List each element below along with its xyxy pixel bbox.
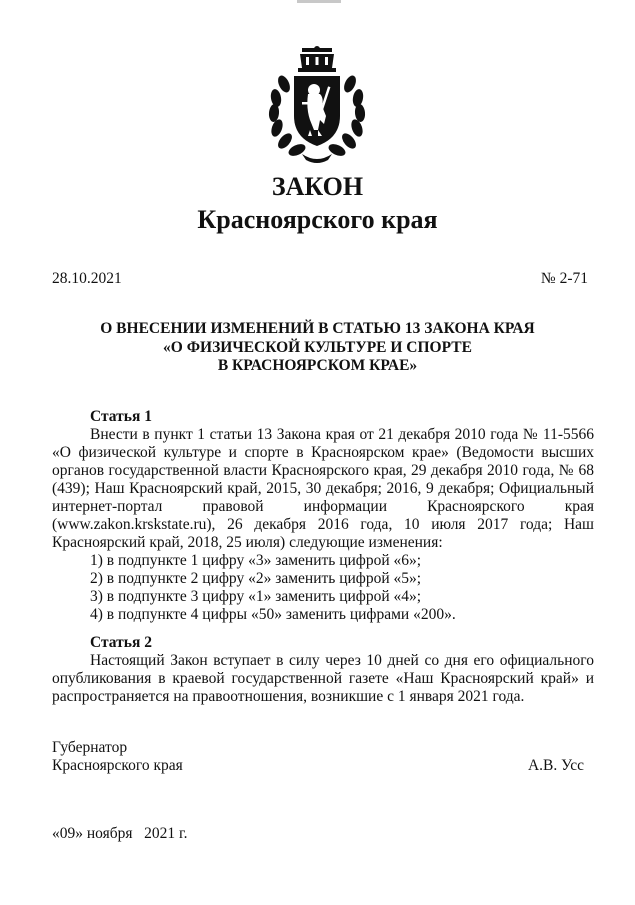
scan-edge-mark bbox=[297, 0, 341, 3]
article-heading: Статья 1 bbox=[90, 408, 152, 425]
article-1 bbox=[52, 408, 594, 624]
document-date: 28.10.2021 bbox=[52, 270, 122, 287]
list-item: 1) в подпункте 1 цифру «3» заменить цифрой «6»; bbox=[90, 552, 422, 569]
article-2 bbox=[52, 634, 594, 706]
signing-date: «09» ноября 2021 г. bbox=[52, 825, 188, 842]
law-title bbox=[0, 320, 635, 376]
law-title-line: О ВНЕСЕНИИ ИЗМЕНЕНИЙ В СТАТЬЮ 13 ЗАКОНА КРАЯ bbox=[100, 320, 535, 337]
law-title-line: «О ФИЗИЧЕСКОЙ КУЛЬТУРЕ И СПОРТЕ bbox=[163, 338, 472, 356]
list-item: 3) в подпункте 3 цифру «1» заменить цифрой «4»; bbox=[90, 588, 422, 605]
list-item: 4) в подпункте 4 цифры «50» заменить цифрами «200». bbox=[90, 606, 456, 623]
law-title-line: В КРАСНОЯРСКОМ КРАЕ» bbox=[217, 357, 418, 374]
article-heading: Статья 2 bbox=[90, 634, 152, 651]
article-text: Внести в пункт 1 статьи 13 Закона края от 21 декабря 2010 года № 11-5566 «О физической культуре и спорте в Красноярском крае» (Ведомости высших органов государственной власти Красноярского края, 29 декабря 2010 года, № 68 (439); Наш Красноярский край, 2015, 30 декабря; 2016, 9 декабря; Официальный интернет-портал правовой информации Красноярского края (www.zakon.krskstate.ru), 26 декабря 2016 года, 10 июля 2017 года; Наш Красноярский край, 2018, 25 июля) следующие изменения: bbox=[52, 426, 594, 551]
coat-of-arms-icon bbox=[262, 46, 372, 164]
signatory-region: Красноярского края bbox=[52, 757, 183, 774]
document-type: ЗАКОН bbox=[271, 172, 364, 201]
article-text: Настоящий Закон вступает в силу через 10 дней со дня его официального опубликования в краевой государственной газете «Наш Красноярский край» и распространяется на правоотношения, возникшие с 1 января 2021 года. bbox=[52, 652, 594, 705]
signatory-name: А.В. Усс bbox=[527, 757, 584, 774]
signatory-position: Губернатор bbox=[52, 739, 128, 756]
list-item: 2) в подпункте 2 цифру «2» заменить цифрой «5»; bbox=[90, 570, 422, 587]
signature-block bbox=[52, 739, 584, 775]
document-number: № 2-71 bbox=[540, 270, 588, 287]
document-issuer: Красноярского края bbox=[197, 205, 438, 234]
